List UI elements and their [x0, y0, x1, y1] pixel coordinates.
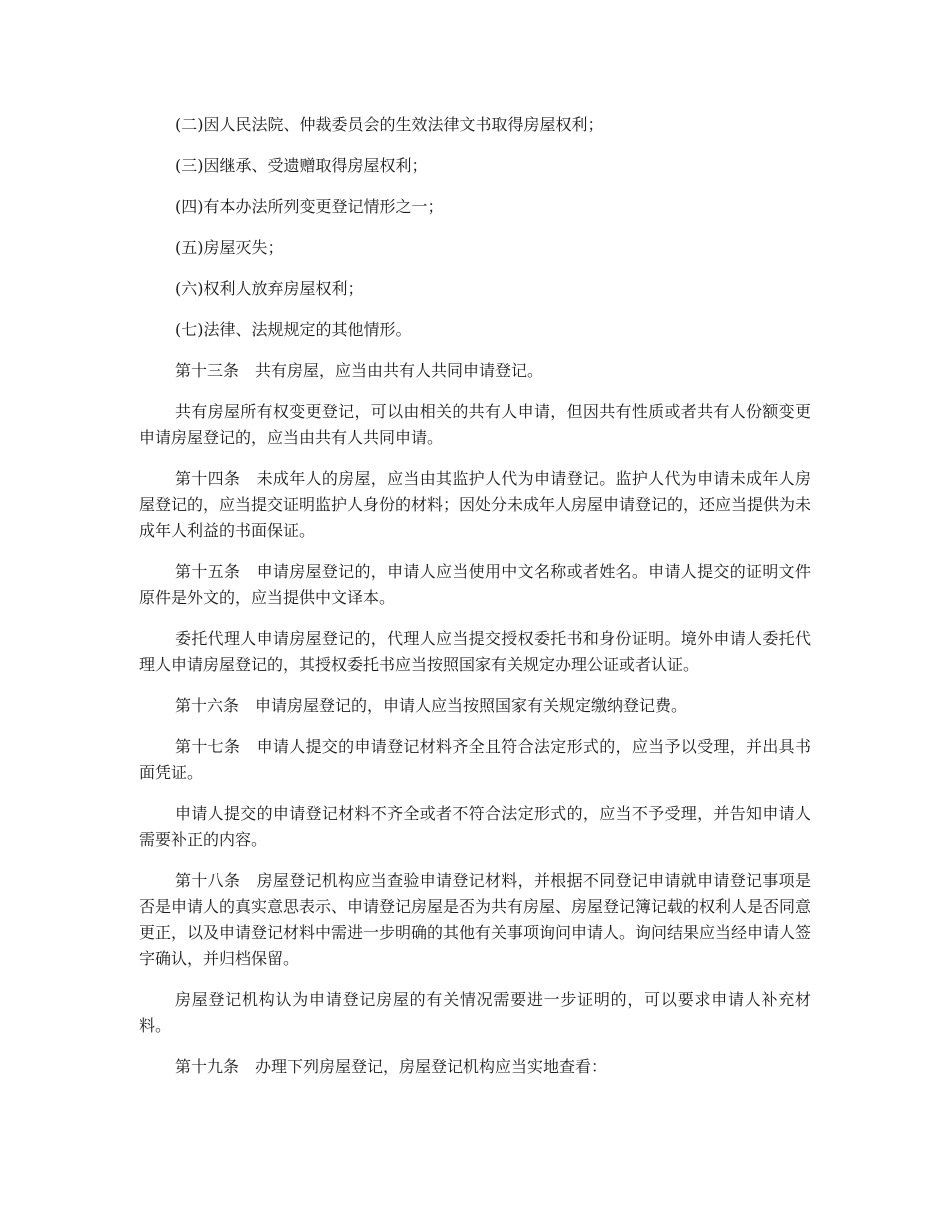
article-18: 第十八条 房屋登记机构应当查验申请登记材料，并根据不同登记申请就申请登记事项是否是申请人的真实意思表示、申请登记房屋是否为共有房屋、房屋登记簿记载的权利人是否同意更正，以及申请登记材料中需进一步明确的其他有关事项询问申请人。询问结果应当经申请人签字确认，并归档保留。 — [139, 871, 812, 968]
article-17-paragraph-2: 申请人提交的申请登记材料不齐全或者不符合法定形式的，应当不予受理，并告知申请人需要补正的内容。 — [139, 804, 811, 849]
article-19: 第十九条 办理下列房屋登记，房屋登记机构应当实地查看： — [175, 1057, 608, 1076]
article-13: 第十三条 共有房屋，应当由共有人共同申请登记。 — [175, 361, 544, 380]
clause-item-2: (二)因人民法院、仲裁委员会的生效法律文书取得房屋权利； — [175, 115, 604, 134]
clause-item-7: (七)法律、法规规定的其他情形。 — [175, 320, 412, 339]
article-18-paragraph-2: 房屋登记机构认为申请登记房屋的有关情况需要进一步证明的，可以要求申请人补充材料。 — [139, 990, 811, 1035]
clause-item-5: (五)房屋灭失； — [175, 238, 284, 257]
article-17: 第十七条 申请人提交的申请登记材料齐全且符合法定形式的，应当予以受理，并出具书面凭证。 — [139, 737, 811, 782]
article-16: 第十六条 申请房屋登记的，申请人应当按照国家有关规定缴纳登记费。 — [175, 696, 688, 715]
article-15: 第十五条 申请房屋登记的，申请人应当使用中文名称或者姓名。申请人提交的证明文件原件是外文的，应当提供中文译本。 — [139, 562, 811, 607]
clause-item-6: (六)权利人放弃房屋权利； — [175, 279, 364, 298]
clause-item-3: (三)因继承、受遗赠取得房屋权利； — [175, 156, 428, 175]
article-13-paragraph-2: 共有房屋所有权变更登记，可以由相关的共有人申请，但因共有性质或者共有人份额变更申请房屋登记的，应当由共有人共同申请。 — [139, 402, 811, 447]
clause-item-4: (四)有本办法所列变更登记情形之一； — [175, 197, 444, 216]
article-15-paragraph-2: 委托代理人申请房屋登记的，代理人应当提交授权委托书和身份证明。境外申请人委托代理人申请房屋登记的，其授权委托书应当按照国家有关规定办理公证或者认证。 — [139, 629, 811, 674]
document-body — [139, 112, 811, 1095]
article-14: 第十四条 未成年人的房屋，应当由其监护人代为申请登记。监护人代为申请未成年人房屋登记的，应当提交证明监护人身份的材料；因处分未成年人房屋申请登记的，还应当提供为未成年人利益的书面保证。 — [139, 469, 812, 540]
